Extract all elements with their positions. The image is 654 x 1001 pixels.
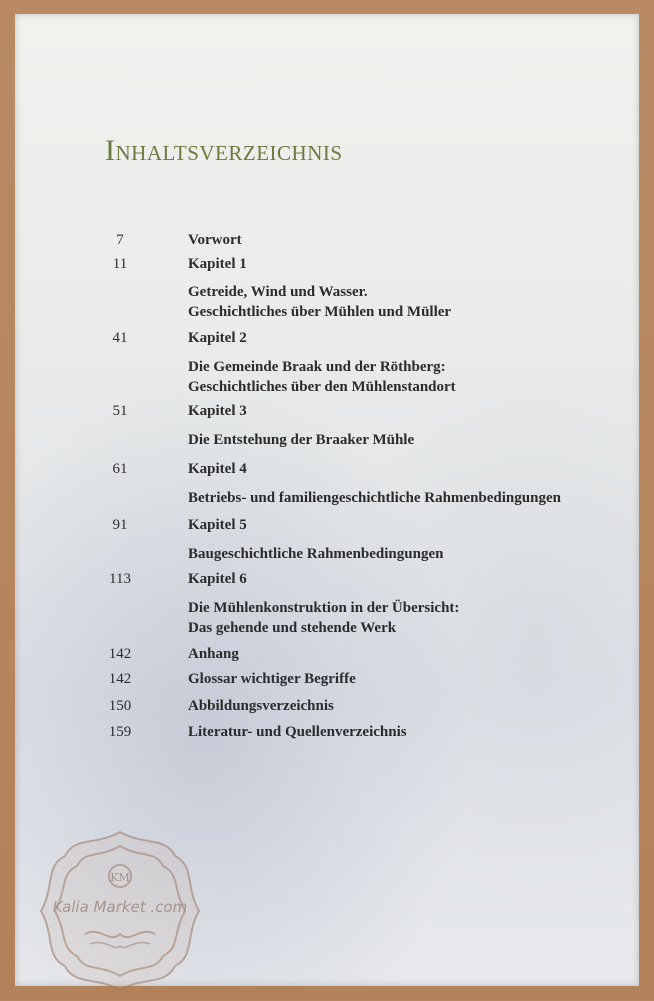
book-page — [15, 14, 639, 986]
page-number: 91 — [112, 517, 128, 533]
subtitle-line: Getreide, Wind und Wasser. — [188, 284, 368, 300]
toc-entry — [15, 571, 639, 595]
watermark-text: Kalia Market .com — [52, 898, 188, 916]
page-number: 142 — [108, 671, 132, 687]
entry-label: Kapitel 5 — [188, 517, 247, 533]
entry-label: Kapitel 4 — [188, 461, 247, 477]
watermark-monogram: KM — [110, 871, 130, 884]
entry-label: Kapitel 6 — [188, 571, 247, 587]
page-number: 41 — [112, 330, 128, 346]
toc-entry — [15, 671, 639, 695]
subtitle-line: Geschichtliches über den Mühlenstandort — [188, 379, 456, 395]
chapter-subtitle — [188, 488, 561, 508]
page-number: 113 — [109, 571, 131, 587]
page-number: 142 — [108, 646, 132, 662]
entry-label: Kapitel 1 — [188, 256, 247, 272]
toc-entry — [15, 646, 639, 670]
chapter-subtitle — [188, 282, 451, 322]
entry-label: Kapitel 2 — [188, 330, 247, 346]
toc-entry — [15, 232, 639, 256]
toc-entry — [15, 403, 639, 427]
entry-label: Anhang — [188, 646, 239, 662]
subtitle-line: Baugeschichtliche Rahmenbedingungen — [188, 546, 444, 562]
entry-label: Vorwort — [188, 232, 242, 248]
subtitle-line: Das gehende und stehende Werk — [188, 620, 397, 636]
toc-entry — [15, 724, 639, 748]
chapter-subtitle — [188, 430, 414, 450]
entry-label: Abbildungsverzeichnis — [188, 698, 334, 714]
entry-label: Kapitel 3 — [188, 403, 247, 419]
subtitle-line: Betriebs- und familiengeschichtliche Rahmenbedingungen — [188, 490, 561, 506]
page-number: 150 — [108, 698, 132, 714]
page-number: 11 — [112, 256, 128, 272]
chapter-subtitle — [188, 598, 459, 638]
page-number: 7 — [116, 232, 124, 248]
subtitle-line: Die Entstehung der Braaker Mühle — [188, 432, 415, 448]
page-number: 51 — [112, 403, 128, 419]
chapter-subtitle — [188, 544, 443, 564]
page-number: 159 — [108, 724, 132, 740]
watermark-logo — [35, 826, 205, 996]
subtitle-line: Geschichtliches über Mühlen und Müller — [188, 304, 452, 320]
subtitle-line: Die Gemeinde Braak und der Röthberg: — [188, 359, 446, 375]
entry-label: Glossar wichtiger Begriffe — [188, 671, 356, 687]
toc-title: Inhaltsverzeichnis — [105, 134, 343, 167]
toc-entry — [15, 698, 639, 722]
chapter-subtitle — [188, 357, 456, 397]
toc-entry — [15, 330, 639, 354]
toc-entry — [15, 256, 639, 280]
toc-entry — [15, 517, 639, 541]
toc-entry — [15, 461, 639, 485]
page-number: 61 — [112, 461, 128, 477]
subtitle-line: Die Mühlenkonstruktion in der Übersicht: — [188, 600, 460, 616]
entry-label: Literatur- und Quellenverzeichnis — [188, 724, 407, 740]
